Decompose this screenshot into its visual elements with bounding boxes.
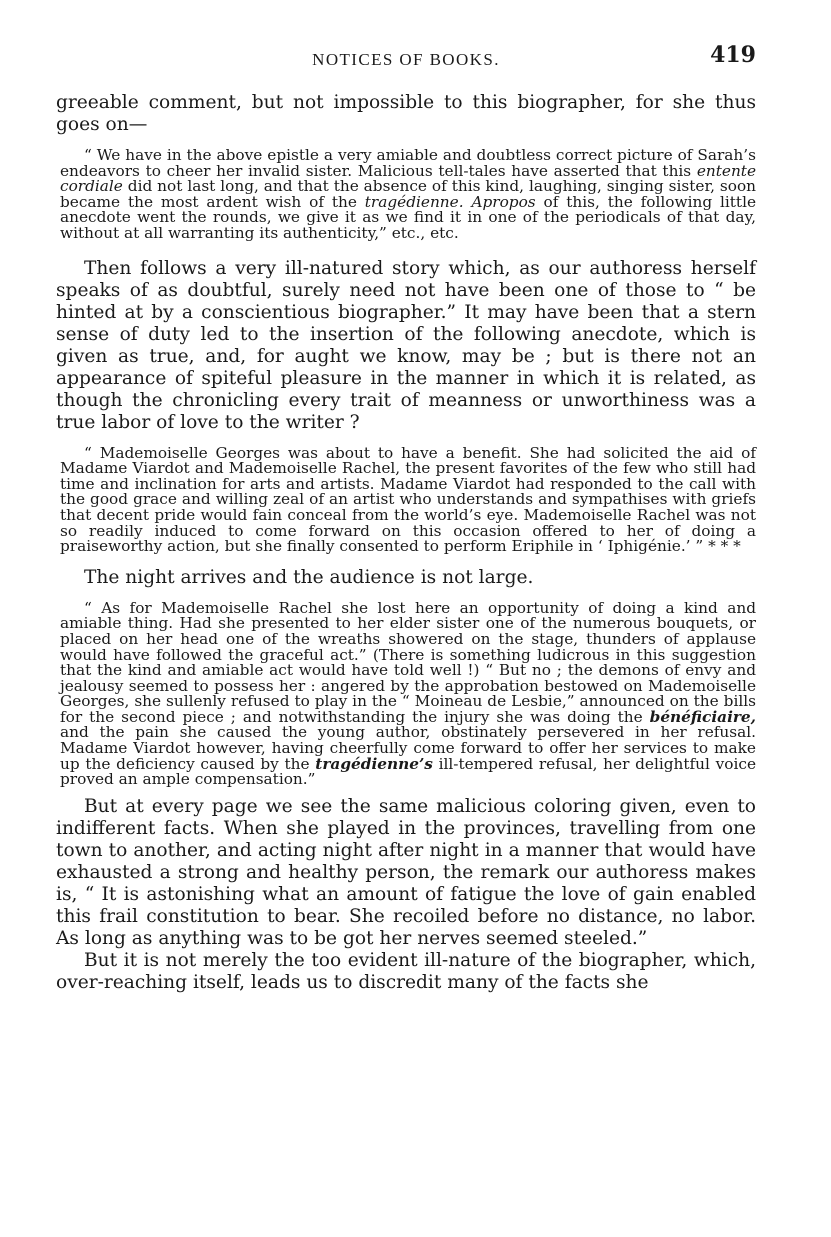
block-quote-2: “ Mademoiselle Georges was about to have a benefit. She had solicited the aid of Madame Viardot and Mademoiselle Rachel, the present favorites of the few who still had time and inclination for arts and artists. Madame Viardot had responded to the call with the good grace and willing zeal of an artist who understands and sympathises with griefs that decent pride would fain conceal from the world’s eye. Mademoiselle Rachel was not so readily induced to come forward on this occasion offered to her of doing a praiseworthy action, but she finally consented to perform Eriphile in ‘ Iphigénie.’ ” * * * xyxy=(60,443,756,556)
quote-text: “ As for Mademoiselle Rachel she lost here an opportunity of doing a kind and amiable thing. Had she presented to her elder sister one of the numerous bouquets, or placed on her head one of the wreaths showered on the stage, thunders of applause would have followed the graceful act.” (There is something ludicrous in this suggestion that the kind and amiable act would have told well !) “ But no ; the demons of envy and jealousy seemed to possess her : angered by the approbation bestowed on Mademoiselle Georges, she sullenly refused to play in the “ Moineau de Lesbie,” announced on the bills for the second piece ; and notwithstanding the injury she was doing the xyxy=(60,598,756,726)
italic-phrase: tragédienne. xyxy=(364,192,464,211)
paragraph-not-merely: But it is not merely the too evident ill-nature of the biographer, which, over-reaching itself, leads us to discredit many of the facts she xyxy=(56,949,756,993)
quote-text: “ We have in the above epistle a very amiable and doubtless correct picture of Sarah’s endeavors to cheer her invalid sister. Malicious tell-tales have asserted that this xyxy=(60,146,756,180)
block-quote-3 xyxy=(56,598,756,789)
running-title: NOTICES OF BOOKS. xyxy=(312,50,500,69)
page xyxy=(56,40,756,994)
paragraph-then-follows: Then follows a very ill-natured story which, as our authoress herself speaks of as doubtful, surely need not have been one of those to “ be hinted at by a conscientious biographer.” It may have been that a stern sense of duty led to the insertion of the following anecdote, which is given as true, and, for aught we know, may be ; but is there not an appearance of spiteful pleasure in the manner in which it is related, as though the chronicling every trait of meanness or unworthiness was a true labor of love to the writer ? xyxy=(56,257,756,433)
paragraph-continuation: greeable comment, but not impossible to this biographer, for she thus goes on— xyxy=(56,92,756,135)
block-quote-1 xyxy=(56,148,756,242)
quote-text: and the pain she caused the young author, obstinately persevered in her refusal. Madame Viardot however, having cheerfully come forward to offer her services to make up the deficiency caused by the xyxy=(60,723,756,773)
running-head xyxy=(56,40,756,76)
paragraph-every-page: But at every page we see the same malicious coloring given, even to indifferent facts. When she played in the provinces, travelling from one town to another, and acting night after night in a manner that would have exhausted a strong and healthy person, the remark our authoress makes is, “ It is astonishing what an amount of fatigue the love of gain enabled this frail constitution to bear. She recoiled before no distance, no labor. As long as anything was to be got her nerves seemed steeled.” xyxy=(56,795,756,949)
page-number: 419 xyxy=(710,42,756,68)
bold-italic-phrase: tragédienne’s xyxy=(315,754,433,773)
quote-text: of this, the following little anecdote went the rounds, we give it as we find it in one of the periodicals of that day, without at all warranting its authenticity,” etc., etc. xyxy=(60,192,757,242)
quote-text: did not last long, and that the absence of this kind, laughing, singing sister, soon became the most ardent wish of the xyxy=(60,177,756,211)
bold-italic-phrase: bénéficiaire, xyxy=(649,707,756,726)
italic-phrase: Apropos xyxy=(471,192,536,211)
italic-phrase: entente cordiale xyxy=(60,161,756,196)
paragraph-night-arrives: The night arrives and the audience is not large. xyxy=(84,566,534,588)
body-text xyxy=(56,92,756,994)
quote-text: ill-tempered refusal, her delightful voice proved an ample compensation.” xyxy=(60,754,756,789)
